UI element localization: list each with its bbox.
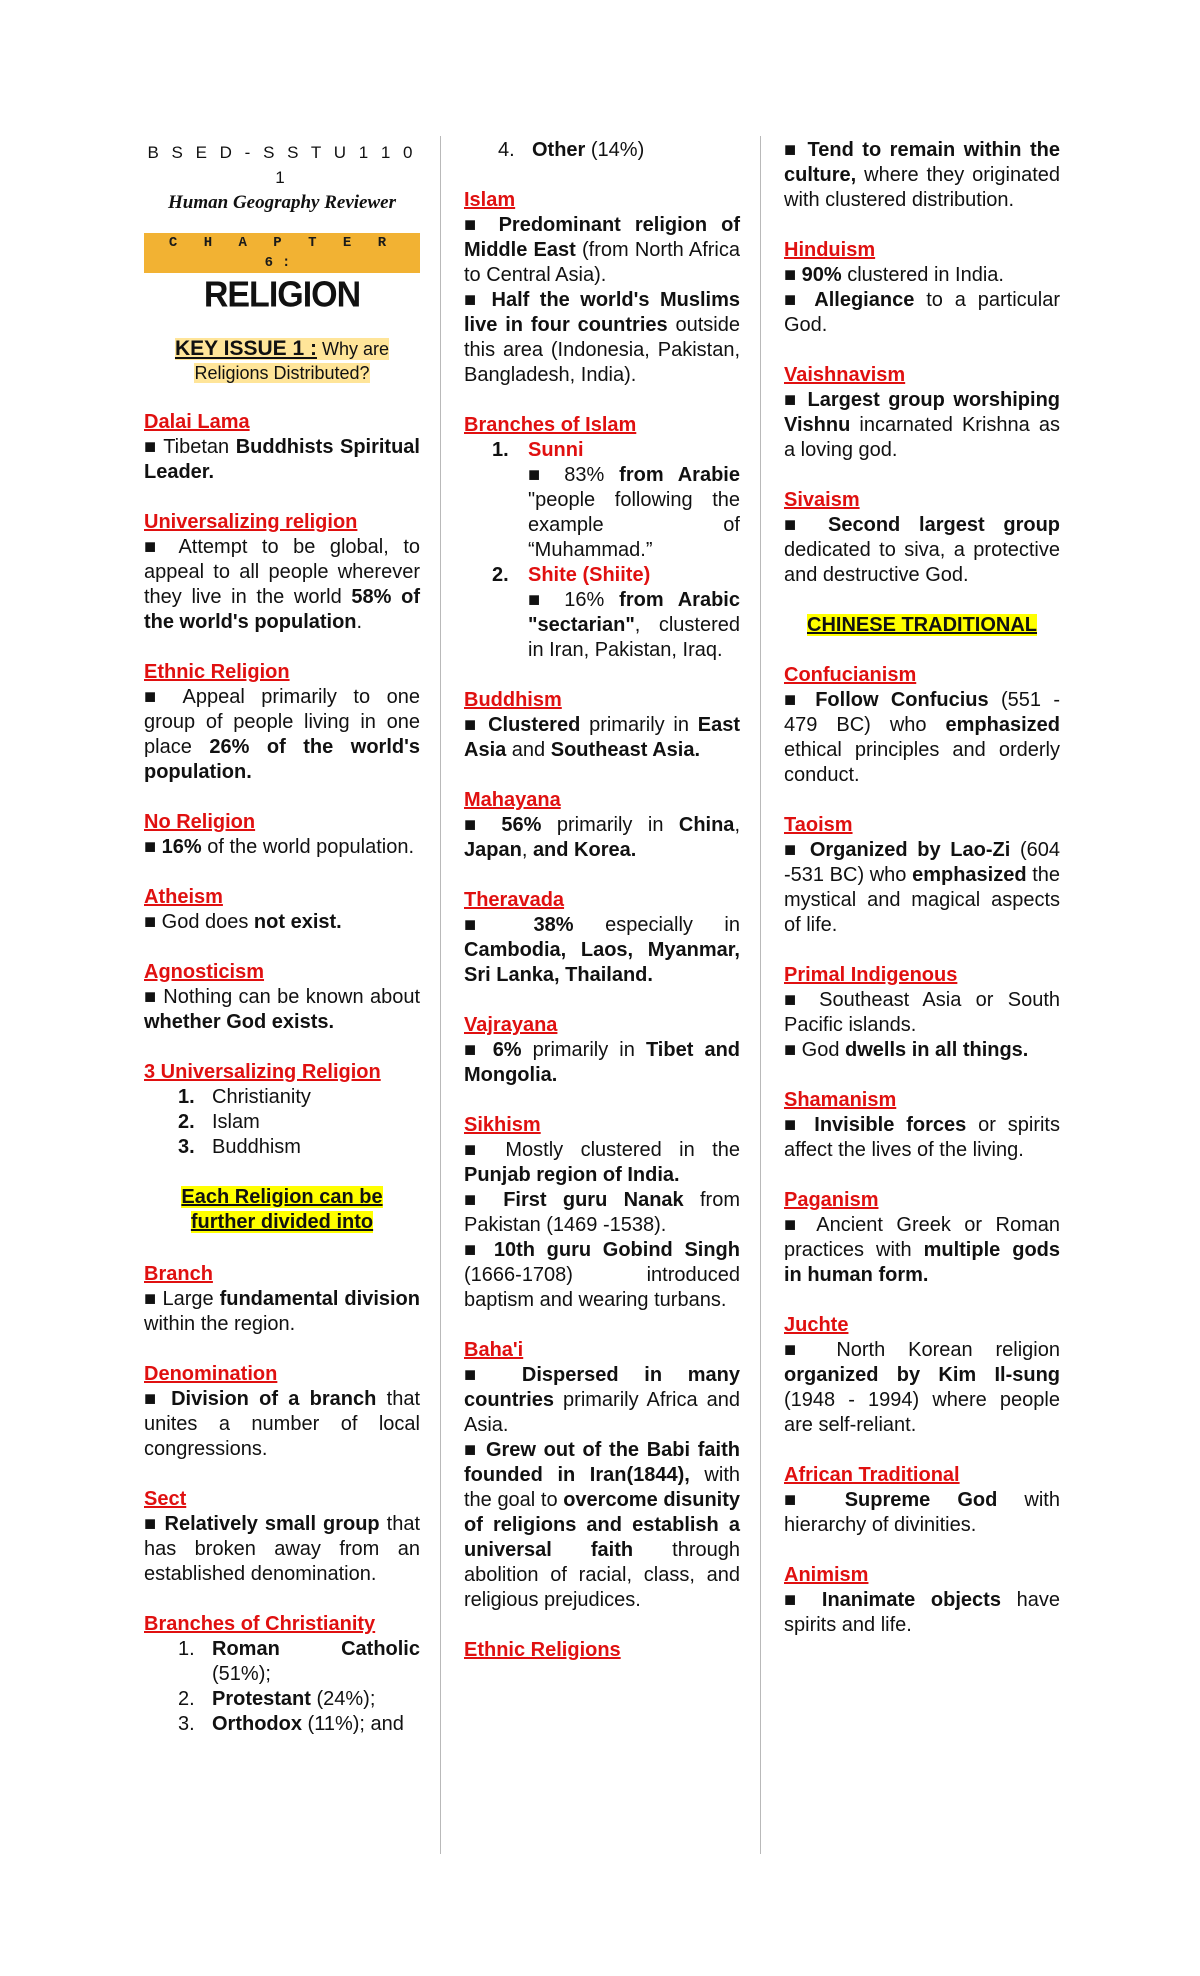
- text-islam-1: ■ Predominant religion of Middle East (from North Africa to Central Asia).: [464, 214, 740, 286]
- key-issue: [144, 337, 420, 385]
- heading-paganism: Paganism: [784, 1189, 879, 1211]
- column-2: [464, 138, 740, 1663]
- text-buddhism: ■ Clustered primarily in East Asia and Southeast Asia.: [464, 714, 740, 761]
- text-juchte: ■ North Korean religion organized by Kim Il-sung (1948 - 1994) where people are self-reliant.: [784, 1339, 1060, 1436]
- text-hinduism-2: ■ Allegiance to a particular God.: [784, 289, 1061, 336]
- text-islam-2: ■ Half the world's Muslims live in four countries outside this area (Indonesia, Pakistan, Bangladesh, India).: [464, 289, 741, 386]
- text-african-traditional: ■ Supreme God with hierarchy of divinities.: [784, 1489, 1060, 1536]
- list-item: 1. Roman Catholic (51%);: [178, 1638, 420, 1685]
- list-christianity: [144, 1637, 420, 1737]
- document-subtitle: Human Geography Reviewer: [168, 192, 396, 213]
- heading-vajrayana: Vajrayana: [464, 1014, 558, 1036]
- heading-confucianism: Confucianism: [784, 664, 917, 686]
- heading-juchte: Juchte: [784, 1314, 849, 1336]
- text-primal-1: ■ Southeast Asia or South Pacific islands.: [784, 989, 1060, 1036]
- heading-agnosticism: Agnosticism: [144, 961, 265, 983]
- text-sect: ■ Relatively small group that has broken away from an established denomination.: [144, 1513, 421, 1585]
- course-code: B S E D - S S T U 1 1 0 1: [147, 143, 417, 187]
- text-sivaism: ■ Second largest group dedicated to siva, a protective and destructive God.: [784, 514, 1060, 586]
- key-issue-label: KEY ISSUE 1 :: [174, 337, 317, 360]
- text-vajrayana: ■ 6% primarily in Tibet and Mongolia.: [464, 1039, 740, 1086]
- key-issue-question: Why are: [316, 339, 390, 359]
- heading-bahai: Baha'i: [464, 1339, 524, 1361]
- heading-animism: Animism: [784, 1564, 869, 1586]
- callout-chinese-traditional: CHINESE TRADITIONAL: [807, 614, 1037, 636]
- text-ethnic: ■ Appeal primarily to one group of people living in one place 26% of the world's population.: [144, 686, 420, 783]
- text-atheism: ■ God does not exist.: [144, 911, 342, 933]
- heading-shamanism: Shamanism: [784, 1089, 897, 1111]
- heading-ethnic: Ethnic Religion: [144, 661, 290, 683]
- text-sikhism-2: ■ First guru Nanak from Pakistan (1469 -1538).: [464, 1189, 740, 1236]
- text-no-religion: ■ 16% of the world population.: [144, 836, 415, 858]
- list-item: 1. Sunni ■ 83% from Arabie "people following the example of “Muhammad.”: [492, 439, 740, 561]
- text-primal-2: ■ God dwells in all things.: [784, 1039, 1029, 1061]
- page-title: RELIGION: [203, 275, 361, 315]
- callout-each-religion: Each Religion can be further divided into: [181, 1186, 383, 1233]
- text-mahayana: ■ 56% primarily in China, Japan, and Korea.: [464, 814, 740, 861]
- key-issue-question-2: Religions Distributed?: [194, 363, 370, 383]
- column-divider-2: [760, 136, 761, 1854]
- text-sikhism-1: ■ Mostly clustered in the Punjab region of India.: [464, 1139, 740, 1186]
- text-denomination: ■ Division of a branch that unites a number of local congressions.: [144, 1388, 421, 1460]
- text-theravada: ■ 38% especially in Cambodia, Laos, Myanmar, Sri Lanka, Thailand.: [464, 914, 740, 986]
- list-item: 2. Shite (Shiite) ■ 16% from Arabic "sectarian", clustered in Iran, Pakistan, Iraq.: [492, 564, 740, 661]
- heading-denomination: Denomination: [144, 1363, 278, 1385]
- list-universalizing: [144, 1085, 420, 1160]
- list-item: 1. Christianity: [178, 1086, 311, 1108]
- heading-atheism: Atheism: [144, 886, 223, 908]
- heading-branch: Branch: [144, 1263, 213, 1285]
- column-1: [144, 138, 420, 1737]
- list-branches-islam: [464, 438, 740, 663]
- text-paganism: ■ Ancient Greek or Roman practices with multiple gods in human form.: [784, 1214, 1061, 1286]
- heading-african-traditional: African Traditional: [784, 1464, 960, 1486]
- heading-branches-christianity: Branches of Christianity: [144, 1613, 376, 1635]
- list-item: 4. Other (14%): [498, 139, 645, 161]
- heading-buddhism: Buddhism: [464, 689, 562, 711]
- heading-sivaism: Sivaism: [784, 489, 860, 511]
- heading-no-religion: No Religion: [144, 811, 256, 833]
- heading-vaishnavism: Vaishnavism: [784, 364, 906, 386]
- chapter-label: C H A P T E R 6:: [144, 233, 420, 273]
- list-item: 3. Orthodox (11%); and: [178, 1713, 404, 1735]
- heading-theravada: Theravada: [464, 889, 565, 911]
- text-dalai-lama: ■ Tibetan Buddhists Spiritual Leader.: [144, 436, 420, 483]
- heading-three-universalizing: 3 Universalizing Religion: [144, 1061, 381, 1083]
- text-hinduism-1: ■ 90% clustered in India.: [784, 264, 1004, 286]
- text-agnosticism: ■ Nothing can be known about whether God exists.: [144, 986, 420, 1033]
- text-animism: ■ Inanimate objects have spirits and life.: [784, 1589, 1060, 1636]
- heading-ethnic-religions: Ethnic Religions: [464, 1639, 621, 1661]
- text-ethnic-tend: ■ Tend to remain within the culture, where they originated with clustered distribution.: [784, 139, 1060, 211]
- text-shamanism: ■ Invisible forces or spirits affect the lives of the living.: [784, 1114, 1060, 1161]
- list-christianity-cont: [464, 138, 740, 163]
- heading-dalai-lama: Dalai Lama: [144, 411, 250, 433]
- text-branch: ■ Large fundamental division within the region.: [144, 1288, 420, 1335]
- heading-taoism: Taoism: [784, 814, 853, 836]
- heading-sect: Sect: [144, 1488, 187, 1510]
- heading-mahayana: Mahayana: [464, 789, 561, 811]
- text-sikhism-3: ■ 10th guru Gobind Singh (1666-1708) introduced baptism and wearing turbans.: [464, 1239, 740, 1311]
- text-vaishnavism: ■ Largest group worshiping Vishnu incarnated Krishna as a loving god.: [784, 389, 1060, 461]
- column-3: [784, 138, 1060, 1638]
- list-item: 3. Buddhism: [178, 1136, 301, 1158]
- text-taoism: ■ Organized by Lao-Zi (604 -531 BC) who emphasized the mystical and magical aspects of life.: [784, 839, 1060, 936]
- heading-primal-indigenous: Primal Indigenous: [784, 964, 958, 986]
- text-confucianism: ■ Follow Confucius (551 - 479 BC) who emphasized ethical principles and orderly conduct.: [784, 689, 1060, 786]
- heading-branches-islam: Branches of Islam: [464, 414, 637, 436]
- column-divider-1: [440, 136, 441, 1854]
- text-universalizing: ■ Attempt to be global, to appeal to all people wherever they live in the world 58% of the world's population.: [144, 536, 420, 633]
- text-bahai-2: ■ Grew out of the Babi faith founded in Iran(1844), with the goal to overcome disunity of religions and establish a universal faith through abolition of racial, class, and religious prejudices.: [464, 1439, 741, 1611]
- text-bahai-1: ■ Dispersed in many countries primarily Africa and Asia.: [464, 1364, 741, 1436]
- heading-sikhism: Sikhism: [464, 1114, 541, 1136]
- heading-islam: Islam: [464, 189, 516, 211]
- list-item: 2. Islam: [178, 1111, 260, 1133]
- list-item: 2. Protestant (24%);: [178, 1688, 376, 1710]
- heading-hinduism: Hinduism: [784, 239, 876, 261]
- heading-universalizing: Universalizing religion: [144, 511, 358, 533]
